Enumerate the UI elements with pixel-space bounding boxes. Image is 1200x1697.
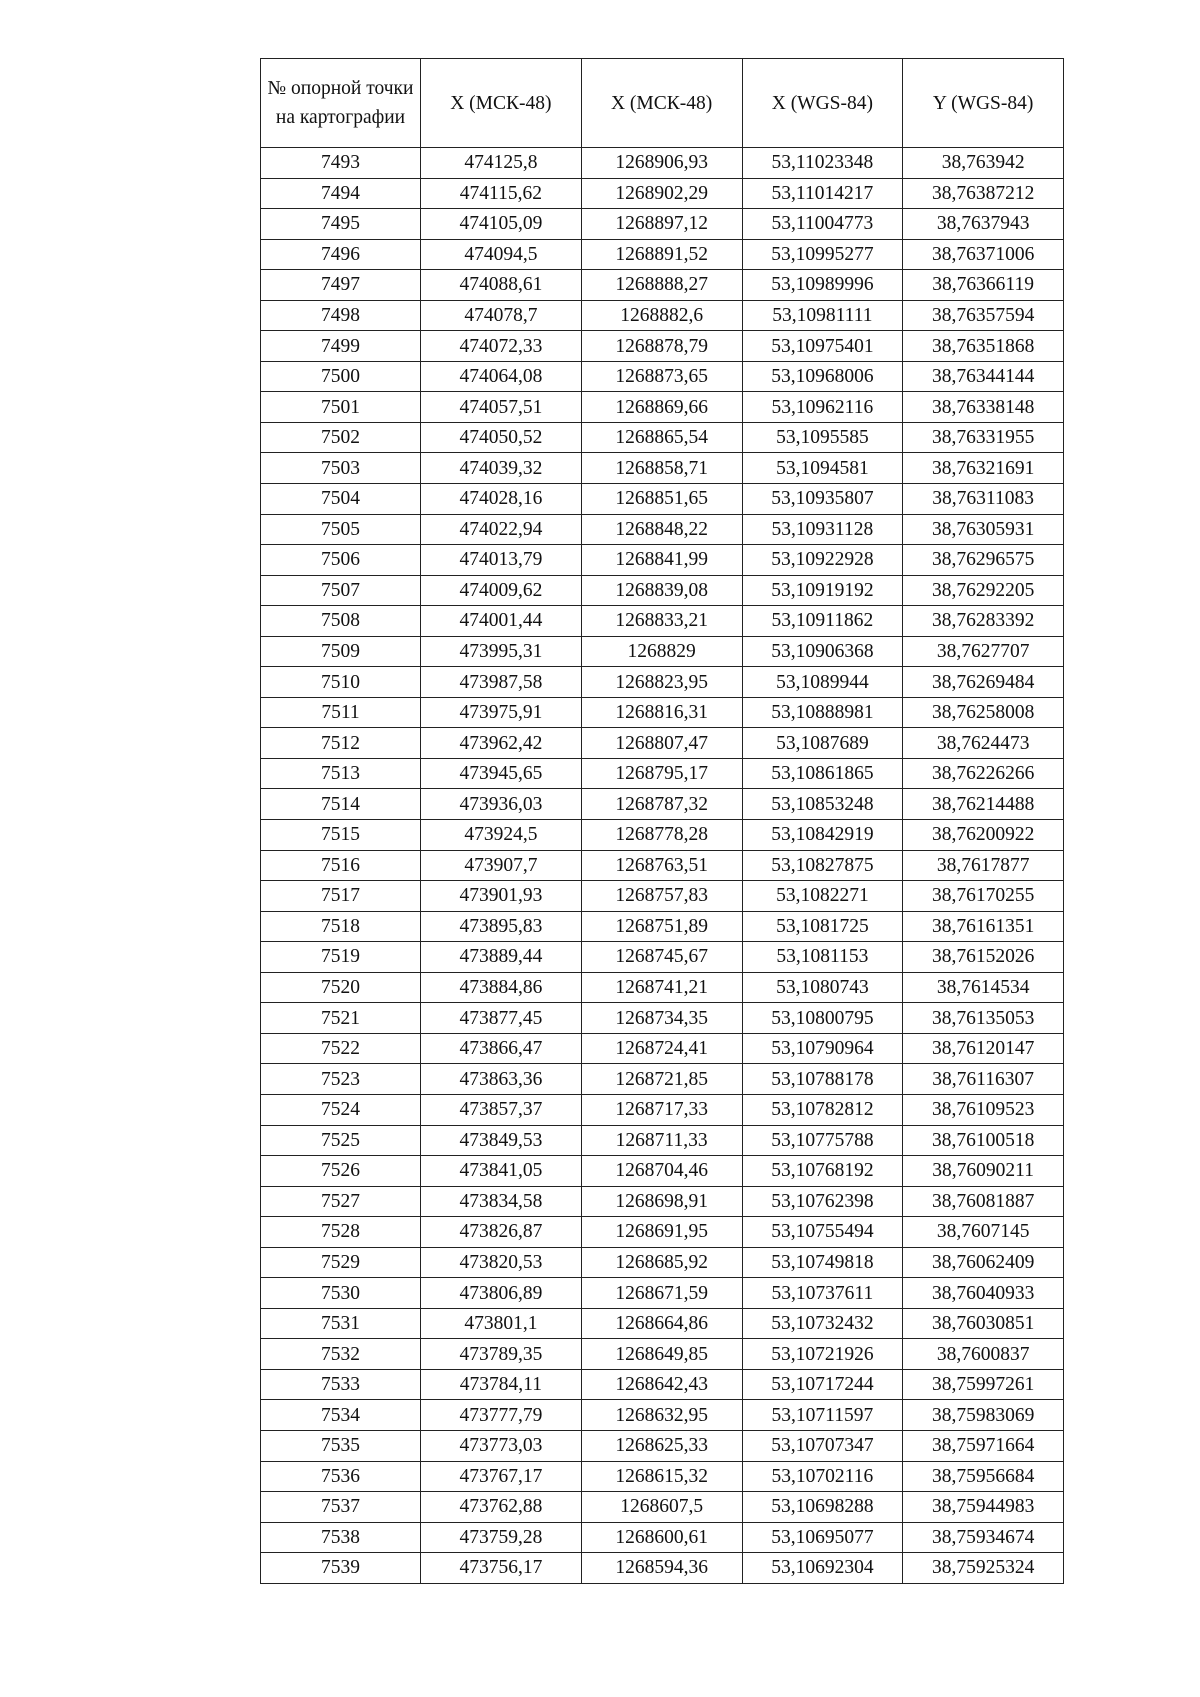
cell-x-msk48-second: 1268594,36: [581, 1553, 742, 1584]
cell-x-msk48: 474009,62: [421, 575, 582, 606]
cell-x-wgs84: 53,10692304: [742, 1553, 903, 1584]
cell-x-msk48-second: 1268745,67: [581, 942, 742, 973]
cell-x-wgs84: 53,10755494: [742, 1217, 903, 1248]
cell-x-msk48: 473889,44: [421, 942, 582, 973]
cell-x-msk48-second: 1268897,12: [581, 209, 742, 240]
header-y-wgs84: Y (WGS-84): [903, 59, 1064, 148]
table-row: [261, 331, 1064, 362]
table-row: [261, 667, 1064, 698]
cell-x-msk48-second: 1268711,33: [581, 1125, 742, 1156]
cell-y-wgs84: 38,76120147: [903, 1033, 1064, 1064]
cell-y-wgs84: 38,76292205: [903, 575, 1064, 606]
cell-x-msk48: 473801,1: [421, 1308, 582, 1339]
cell-x-wgs84: 53,10732432: [742, 1308, 903, 1339]
cell-x-msk48-second: 1268906,93: [581, 148, 742, 179]
header-point-number: № опорной точки на картографии: [261, 59, 421, 148]
cell-y-wgs84: 38,76321691: [903, 453, 1064, 484]
header-row: [261, 59, 1064, 148]
cell-point-number: 7520: [261, 972, 421, 1003]
cell-point-number: 7497: [261, 270, 421, 301]
table-row: [261, 545, 1064, 576]
cell-y-wgs84: 38,76116307: [903, 1064, 1064, 1095]
cell-y-wgs84: 38,76296575: [903, 545, 1064, 576]
cell-x-msk48-second: 1268724,41: [581, 1033, 742, 1064]
cell-x-msk48-second: 1268902,29: [581, 178, 742, 209]
cell-point-number: 7539: [261, 1553, 421, 1584]
table-row: [261, 1186, 1064, 1217]
cell-x-msk48: 473945,65: [421, 758, 582, 789]
table-row: [261, 148, 1064, 179]
cell-x-wgs84: 53,1082271: [742, 881, 903, 912]
cell-y-wgs84: 38,7617877: [903, 850, 1064, 881]
cell-x-msk48-second: 1268807,47: [581, 728, 742, 759]
cell-point-number: 7503: [261, 453, 421, 484]
cell-x-wgs84: 53,10762398: [742, 1186, 903, 1217]
table-row: [261, 178, 1064, 209]
cell-x-msk48-second: 1268869,66: [581, 392, 742, 423]
cell-point-number: 7515: [261, 820, 421, 851]
cell-point-number: 7493: [261, 148, 421, 179]
cell-x-msk48-second: 1268839,08: [581, 575, 742, 606]
table-row: [261, 361, 1064, 392]
cell-x-msk48-second: 1268878,79: [581, 331, 742, 362]
table-row: [261, 850, 1064, 881]
cell-x-msk48: 474115,62: [421, 178, 582, 209]
cell-x-wgs84: 53,10989996: [742, 270, 903, 301]
cell-y-wgs84: 38,76040933: [903, 1278, 1064, 1309]
cell-x-msk48-second: 1268848,22: [581, 514, 742, 545]
cell-x-msk48-second: 1268717,33: [581, 1094, 742, 1125]
table-row: [261, 1492, 1064, 1523]
cell-point-number: 7528: [261, 1217, 421, 1248]
table-row: [261, 1369, 1064, 1400]
cell-x-msk48-second: 1268642,43: [581, 1369, 742, 1400]
cell-x-wgs84: 53,10711597: [742, 1400, 903, 1431]
table-row: [261, 209, 1064, 240]
cell-x-wgs84: 53,10935807: [742, 484, 903, 515]
cell-x-msk48-second: 1268625,33: [581, 1430, 742, 1461]
table-row: [261, 239, 1064, 270]
cell-x-wgs84: 53,11004773: [742, 209, 903, 240]
cell-x-msk48: 473784,11: [421, 1369, 582, 1400]
cell-point-number: 7502: [261, 422, 421, 453]
cell-x-msk48: 473762,88: [421, 1492, 582, 1523]
cell-x-msk48: 473857,37: [421, 1094, 582, 1125]
cell-x-wgs84: 53,10906368: [742, 636, 903, 667]
table-row: [261, 758, 1064, 789]
cell-x-msk48-second: 1268873,65: [581, 361, 742, 392]
table-row: [261, 575, 1064, 606]
cell-y-wgs84: 38,75956684: [903, 1461, 1064, 1492]
table-row: [261, 1278, 1064, 1309]
cell-point-number: 7508: [261, 606, 421, 637]
cell-x-wgs84: 53,10888981: [742, 697, 903, 728]
cell-y-wgs84: 38,76100518: [903, 1125, 1064, 1156]
cell-x-msk48: 473907,7: [421, 850, 582, 881]
cell-x-wgs84: 53,1089944: [742, 667, 903, 698]
cell-y-wgs84: 38,75925324: [903, 1553, 1064, 1584]
table-row: [261, 820, 1064, 851]
cell-x-msk48: 473820,53: [421, 1247, 582, 1278]
cell-point-number: 7504: [261, 484, 421, 515]
cell-x-msk48: 473884,86: [421, 972, 582, 1003]
cell-y-wgs84: 38,76283392: [903, 606, 1064, 637]
table-row: [261, 1339, 1064, 1370]
cell-x-wgs84: 53,11014217: [742, 178, 903, 209]
cell-y-wgs84: 38,7624473: [903, 728, 1064, 759]
table-row: [261, 1553, 1064, 1584]
cell-x-msk48: 474001,44: [421, 606, 582, 637]
cell-x-msk48-second: 1268816,31: [581, 697, 742, 728]
cell-x-msk48: 474013,79: [421, 545, 582, 576]
cell-point-number: 7511: [261, 697, 421, 728]
cell-x-wgs84: 53,10962116: [742, 392, 903, 423]
coordinates-table: [260, 58, 1064, 1584]
cell-x-msk48: 473834,58: [421, 1186, 582, 1217]
cell-point-number: 7522: [261, 1033, 421, 1064]
table-row: [261, 789, 1064, 820]
cell-x-msk48: 473806,89: [421, 1278, 582, 1309]
cell-point-number: 7523: [261, 1064, 421, 1095]
cell-x-msk48: 473962,42: [421, 728, 582, 759]
table-row: [261, 1125, 1064, 1156]
cell-x-msk48-second: 1268757,83: [581, 881, 742, 912]
cell-x-msk48: 473767,17: [421, 1461, 582, 1492]
cell-x-msk48-second: 1268833,21: [581, 606, 742, 637]
cell-point-number: 7500: [261, 361, 421, 392]
cell-y-wgs84: 38,76269484: [903, 667, 1064, 698]
cell-x-msk48-second: 1268829: [581, 636, 742, 667]
cell-x-msk48-second: 1268741,21: [581, 972, 742, 1003]
cell-x-msk48-second: 1268787,32: [581, 789, 742, 820]
cell-y-wgs84: 38,75944983: [903, 1492, 1064, 1523]
cell-x-msk48: 474028,16: [421, 484, 582, 515]
table-row: [261, 1094, 1064, 1125]
table-row: [261, 392, 1064, 423]
cell-x-msk48: 474078,7: [421, 300, 582, 331]
cell-x-msk48: 473777,79: [421, 1400, 582, 1431]
cell-x-msk48: 474088,61: [421, 270, 582, 301]
table-row: [261, 1064, 1064, 1095]
table-row: [261, 1400, 1064, 1431]
cell-y-wgs84: 38,76152026: [903, 942, 1064, 973]
cell-x-msk48-second: 1268685,92: [581, 1247, 742, 1278]
table-row: [261, 606, 1064, 637]
cell-x-wgs84: 53,10919192: [742, 575, 903, 606]
cell-y-wgs84: 38,76351868: [903, 331, 1064, 362]
cell-x-wgs84: 53,1080743: [742, 972, 903, 1003]
cell-x-wgs84: 53,10782812: [742, 1094, 903, 1125]
table-row: [261, 697, 1064, 728]
cell-x-wgs84: 53,10749818: [742, 1247, 903, 1278]
table-row: [261, 1308, 1064, 1339]
cell-point-number: 7537: [261, 1492, 421, 1523]
cell-x-msk48-second: 1268698,91: [581, 1186, 742, 1217]
cell-x-msk48-second: 1268649,85: [581, 1339, 742, 1370]
cell-x-wgs84: 53,10790964: [742, 1033, 903, 1064]
cell-x-msk48: 473773,03: [421, 1430, 582, 1461]
cell-y-wgs84: 38,76357594: [903, 300, 1064, 331]
cell-point-number: 7527: [261, 1186, 421, 1217]
cell-x-msk48: 474125,8: [421, 148, 582, 179]
cell-point-number: 7536: [261, 1461, 421, 1492]
cell-y-wgs84: 38,76226266: [903, 758, 1064, 789]
cell-point-number: 7499: [261, 331, 421, 362]
cell-point-number: 7529: [261, 1247, 421, 1278]
table-row: [261, 1430, 1064, 1461]
cell-y-wgs84: 38,76090211: [903, 1156, 1064, 1187]
cell-x-msk48: 473936,03: [421, 789, 582, 820]
cell-point-number: 7524: [261, 1094, 421, 1125]
cell-x-msk48: 474050,52: [421, 422, 582, 453]
header-x-msk48: X (МСК-48): [421, 59, 582, 148]
cell-x-msk48: 473841,05: [421, 1156, 582, 1187]
cell-y-wgs84: 38,7600837: [903, 1339, 1064, 1370]
cell-y-wgs84: 38,76311083: [903, 484, 1064, 515]
cell-x-wgs84: 53,10721926: [742, 1339, 903, 1370]
cell-y-wgs84: 38,76081887: [903, 1186, 1064, 1217]
cell-x-msk48-second: 1268671,59: [581, 1278, 742, 1309]
cell-x-wgs84: 53,10911862: [742, 606, 903, 637]
cell-y-wgs84: 38,76135053: [903, 1003, 1064, 1034]
cell-point-number: 7532: [261, 1339, 421, 1370]
cell-x-msk48-second: 1268751,89: [581, 911, 742, 942]
table-row: [261, 1461, 1064, 1492]
cell-point-number: 7530: [261, 1278, 421, 1309]
cell-y-wgs84: 38,7607145: [903, 1217, 1064, 1248]
cell-x-wgs84: 53,10861865: [742, 758, 903, 789]
cell-point-number: 7513: [261, 758, 421, 789]
cell-x-wgs84: 53,1087689: [742, 728, 903, 759]
cell-x-msk48-second: 1268664,86: [581, 1308, 742, 1339]
cell-y-wgs84: 38,76214488: [903, 789, 1064, 820]
cell-point-number: 7509: [261, 636, 421, 667]
cell-point-number: 7531: [261, 1308, 421, 1339]
table-row: [261, 636, 1064, 667]
cell-point-number: 7535: [261, 1430, 421, 1461]
cell-x-msk48-second: 1268778,28: [581, 820, 742, 851]
cell-y-wgs84: 38,763942: [903, 148, 1064, 179]
table-row: [261, 1247, 1064, 1278]
cell-y-wgs84: 38,76331955: [903, 422, 1064, 453]
table-row: [261, 453, 1064, 484]
table-body: [261, 148, 1064, 1584]
table-row: [261, 1217, 1064, 1248]
header-x-msk48-second: X (МСК-48): [581, 59, 742, 148]
cell-x-wgs84: 53,1081153: [742, 942, 903, 973]
cell-point-number: 7510: [261, 667, 421, 698]
cell-y-wgs84: 38,76371006: [903, 239, 1064, 270]
cell-point-number: 7505: [261, 514, 421, 545]
table-row: [261, 911, 1064, 942]
cell-x-msk48: 473895,83: [421, 911, 582, 942]
cell-x-wgs84: 53,10775788: [742, 1125, 903, 1156]
cell-x-wgs84: 53,10853248: [742, 789, 903, 820]
cell-x-msk48: 473759,28: [421, 1522, 582, 1553]
table-header: [261, 59, 1064, 148]
cell-y-wgs84: 38,75983069: [903, 1400, 1064, 1431]
cell-x-msk48: 473849,53: [421, 1125, 582, 1156]
table-row: [261, 514, 1064, 545]
cell-point-number: 7512: [261, 728, 421, 759]
header-x-wgs84: X (WGS-84): [742, 59, 903, 148]
cell-point-number: 7526: [261, 1156, 421, 1187]
cell-y-wgs84: 38,76170255: [903, 881, 1064, 912]
cell-x-msk48: 473866,47: [421, 1033, 582, 1064]
cell-y-wgs84: 38,76258008: [903, 697, 1064, 728]
cell-y-wgs84: 38,76109523: [903, 1094, 1064, 1125]
cell-point-number: 7496: [261, 239, 421, 270]
cell-x-msk48: 473826,87: [421, 1217, 582, 1248]
cell-x-msk48: 473901,93: [421, 881, 582, 912]
cell-point-number: 7518: [261, 911, 421, 942]
cell-y-wgs84: 38,76200922: [903, 820, 1064, 851]
cell-point-number: 7498: [261, 300, 421, 331]
cell-x-wgs84: 53,10695077: [742, 1522, 903, 1553]
cell-y-wgs84: 38,76366119: [903, 270, 1064, 301]
cell-point-number: 7521: [261, 1003, 421, 1034]
cell-x-wgs84: 53,10800795: [742, 1003, 903, 1034]
cell-x-wgs84: 53,1094581: [742, 453, 903, 484]
cell-x-msk48-second: 1268865,54: [581, 422, 742, 453]
table-row: [261, 270, 1064, 301]
cell-x-msk48-second: 1268691,95: [581, 1217, 742, 1248]
table-row: [261, 1003, 1064, 1034]
cell-x-wgs84: 53,10842919: [742, 820, 903, 851]
cell-point-number: 7534: [261, 1400, 421, 1431]
cell-x-wgs84: 53,10922928: [742, 545, 903, 576]
cell-point-number: 7507: [261, 575, 421, 606]
cell-x-wgs84: 53,1095585: [742, 422, 903, 453]
cell-x-msk48: 473756,17: [421, 1553, 582, 1584]
cell-x-msk48: 474094,5: [421, 239, 582, 270]
table-row: [261, 484, 1064, 515]
cell-point-number: 7514: [261, 789, 421, 820]
cell-x-msk48-second: 1268704,46: [581, 1156, 742, 1187]
cell-x-msk48-second: 1268841,99: [581, 545, 742, 576]
table-row: [261, 881, 1064, 912]
cell-x-wgs84: 53,10995277: [742, 239, 903, 270]
table-row: [261, 300, 1064, 331]
cell-x-msk48-second: 1268600,61: [581, 1522, 742, 1553]
cell-x-msk48-second: 1268763,51: [581, 850, 742, 881]
cell-x-msk48-second: 1268615,32: [581, 1461, 742, 1492]
table-row: [261, 942, 1064, 973]
cell-x-msk48-second: 1268795,17: [581, 758, 742, 789]
cell-x-msk48-second: 1268734,35: [581, 1003, 742, 1034]
cell-x-wgs84: 53,10981111: [742, 300, 903, 331]
cell-x-wgs84: 53,10702116: [742, 1461, 903, 1492]
cell-x-wgs84: 53,10975401: [742, 331, 903, 362]
cell-x-msk48: 474064,08: [421, 361, 582, 392]
cell-point-number: 7516: [261, 850, 421, 881]
cell-x-msk48: 474022,94: [421, 514, 582, 545]
cell-point-number: 7506: [261, 545, 421, 576]
cell-x-msk48-second: 1268888,27: [581, 270, 742, 301]
cell-x-wgs84: 53,10698288: [742, 1492, 903, 1523]
table-row: [261, 422, 1064, 453]
cell-x-msk48: 473924,5: [421, 820, 582, 851]
cell-y-wgs84: 38,75971664: [903, 1430, 1064, 1461]
cell-y-wgs84: 38,75934674: [903, 1522, 1064, 1553]
cell-x-msk48: 473863,36: [421, 1064, 582, 1095]
cell-point-number: 7525: [261, 1125, 421, 1156]
cell-x-msk48-second: 1268823,95: [581, 667, 742, 698]
cell-x-msk48: 473975,91: [421, 697, 582, 728]
cell-x-wgs84: 53,10827875: [742, 850, 903, 881]
cell-x-msk48-second: 1268851,65: [581, 484, 742, 515]
cell-x-wgs84: 53,10768192: [742, 1156, 903, 1187]
cell-y-wgs84: 38,75997261: [903, 1369, 1064, 1400]
cell-x-msk48: 473987,58: [421, 667, 582, 698]
cell-point-number: 7501: [261, 392, 421, 423]
cell-y-wgs84: 38,7627707: [903, 636, 1064, 667]
cell-x-msk48: 473877,45: [421, 1003, 582, 1034]
cell-x-msk48: 473995,31: [421, 636, 582, 667]
cell-x-wgs84: 53,10788178: [742, 1064, 903, 1095]
cell-x-msk48: 473789,35: [421, 1339, 582, 1370]
table-row: [261, 728, 1064, 759]
cell-point-number: 7538: [261, 1522, 421, 1553]
cell-y-wgs84: 38,76344144: [903, 361, 1064, 392]
cell-x-msk48-second: 1268882,6: [581, 300, 742, 331]
cell-y-wgs84: 38,7614534: [903, 972, 1064, 1003]
cell-x-msk48-second: 1268607,5: [581, 1492, 742, 1523]
table-row: [261, 972, 1064, 1003]
cell-x-msk48-second: 1268858,71: [581, 453, 742, 484]
cell-x-wgs84: 53,10717244: [742, 1369, 903, 1400]
cell-y-wgs84: 38,76062409: [903, 1247, 1064, 1278]
cell-x-msk48-second: 1268721,85: [581, 1064, 742, 1095]
cell-point-number: 7494: [261, 178, 421, 209]
cell-point-number: 7519: [261, 942, 421, 973]
table-row: [261, 1522, 1064, 1553]
cell-x-wgs84: 53,10707347: [742, 1430, 903, 1461]
cell-x-wgs84: 53,1081725: [742, 911, 903, 942]
cell-point-number: 7495: [261, 209, 421, 240]
cell-x-msk48-second: 1268632,95: [581, 1400, 742, 1431]
cell-y-wgs84: 38,76338148: [903, 392, 1064, 423]
table-row: [261, 1033, 1064, 1064]
cell-y-wgs84: 38,7637943: [903, 209, 1064, 240]
cell-x-msk48-second: 1268891,52: [581, 239, 742, 270]
cell-point-number: 7517: [261, 881, 421, 912]
cell-y-wgs84: 38,76387212: [903, 178, 1064, 209]
cell-y-wgs84: 38,76305931: [903, 514, 1064, 545]
cell-point-number: 7533: [261, 1369, 421, 1400]
cell-x-wgs84: 53,10737611: [742, 1278, 903, 1309]
cell-x-msk48: 474057,51: [421, 392, 582, 423]
cell-x-msk48: 474039,32: [421, 453, 582, 484]
table-row: [261, 1156, 1064, 1187]
cell-x-wgs84: 53,11023348: [742, 148, 903, 179]
cell-x-wgs84: 53,10931128: [742, 514, 903, 545]
cell-y-wgs84: 38,76030851: [903, 1308, 1064, 1339]
cell-x-msk48: 474072,33: [421, 331, 582, 362]
cell-x-msk48: 474105,09: [421, 209, 582, 240]
cell-y-wgs84: 38,76161351: [903, 911, 1064, 942]
cell-x-wgs84: 53,10968006: [742, 361, 903, 392]
